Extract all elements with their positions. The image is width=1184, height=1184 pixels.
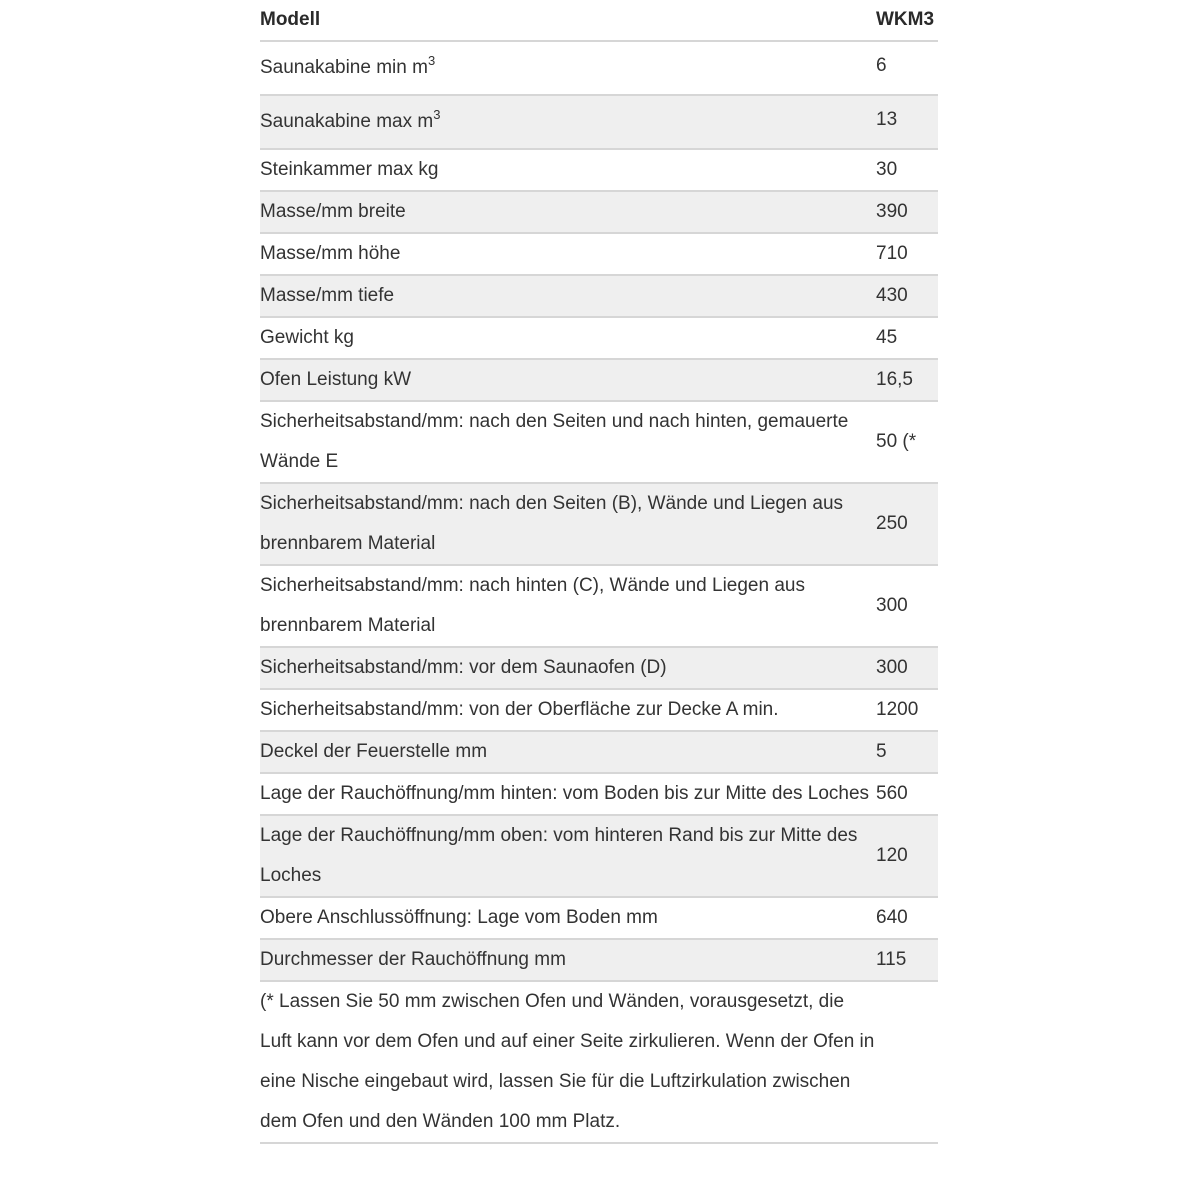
row-label-text: Saunakabine max m [260,111,434,132]
row-value: 710 [876,233,938,275]
row-value: 50 (* [876,401,938,483]
row-label: Obere Anschlussöffnung: Lage vom Boden mm [260,897,876,939]
row-label [260,95,876,149]
row-label: Steinkammer max kg [260,149,876,191]
footnote-cell [260,981,938,1143]
row-label: Masse/mm tiefe [260,275,876,317]
row-label: Lage der Rauchöffnung/mm hinten: vom Boden bis zur Mitte des Loches [260,773,876,815]
superscript: 3 [427,53,436,68]
row-label-text: Saunakabine min m [260,57,428,78]
row-label: Gewicht kg [260,317,876,359]
table-body [260,41,938,1143]
table-row [260,897,938,939]
row-value: 640 [876,897,938,939]
table-header-row [260,0,938,41]
header-model: WKM3 [876,0,938,41]
row-label: Sicherheitsabstand/mm: von der Oberfläche zur Decke A min. [260,689,876,731]
row-value: 300 [876,647,938,689]
row-label: Ofen Leistung kW [260,359,876,401]
row-label: Lage der Rauchöffnung/mm oben: vom hinteren Rand bis zur Mitte des Loches [260,815,876,897]
row-label [260,41,876,95]
row-value: 120 [876,815,938,897]
table-row [260,647,938,689]
row-value: 300 [876,565,938,647]
footnote-row [260,981,938,1143]
row-label: Durchmesser der Rauchöffnung mm [260,939,876,981]
table-row [260,689,938,731]
table-row [260,565,938,647]
table-row [260,939,938,981]
row-value: 115 [876,939,938,981]
row-value: 30 [876,149,938,191]
row-label: Masse/mm breite [260,191,876,233]
spec-table [260,0,938,1144]
row-value: 16,5 [876,359,938,401]
table-row [260,233,938,275]
table-row [260,317,938,359]
footnote-text: (* Lassen Sie 50 mm zwischen Ofen und Wänden, vorausgesetzt, die Luft kann vor dem Ofen und auf einer Seite zirkulieren. Wenn der Ofen in eine Nische eingebaut wird, lassen Sie für die Luftzirkulation zwischen dem Ofen und den Wänden 100 mm Platz. [260,991,875,1132]
row-label: Masse/mm höhe [260,233,876,275]
header-label: Modell [260,0,876,41]
row-value: 250 [876,483,938,565]
row-value: 390 [876,191,938,233]
table-row [260,191,938,233]
row-label: Sicherheitsabstand/mm: nach den Seiten (B), Wände und Liegen aus brennbarem Material [260,483,876,565]
row-value: 1200 [876,689,938,731]
row-label: Sicherheitsabstand/mm: nach hinten (C), Wände und Liegen aus brennbarem Material [260,565,876,647]
row-value: 6 [876,41,938,95]
table-row [260,41,938,95]
row-label: Deckel der Feuerstelle mm [260,731,876,773]
row-value: 13 [876,95,938,149]
row-label: Sicherheitsabstand/mm: vor dem Saunaofen (D) [260,647,876,689]
row-value: 5 [876,731,938,773]
superscript: 3 [433,107,441,122]
table-row [260,815,938,897]
table-row [260,275,938,317]
table-row [260,773,938,815]
table-row [260,401,938,483]
table-row [260,95,938,149]
table-row [260,483,938,565]
row-value: 45 [876,317,938,359]
table-row [260,359,938,401]
table-row [260,149,938,191]
row-value: 430 [876,275,938,317]
row-label: Sicherheitsabstand/mm: nach den Seiten und nach hinten, gemauerte Wände E [260,401,876,483]
row-value: 560 [876,773,938,815]
table-row [260,731,938,773]
